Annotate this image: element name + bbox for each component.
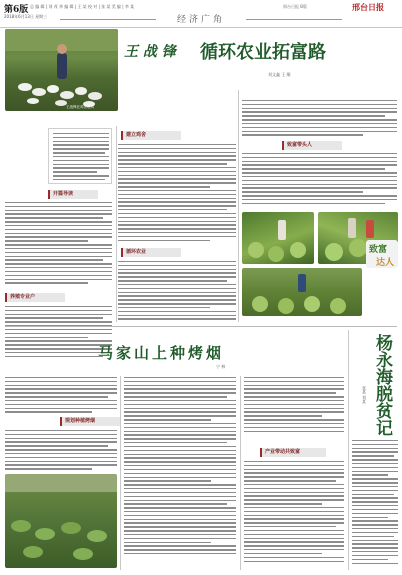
cabbage-scene-1 [242, 212, 314, 264]
badge-text-1: 致富 [369, 245, 388, 255]
article1-title-main: 循环农业拓富路 [200, 42, 326, 63]
tobacco-field-photo [5, 474, 117, 568]
article1-byline: 刘文鑫 王 顺 [268, 72, 291, 77]
intro-subhead: 开篇导读 [48, 190, 98, 199]
harvest-scene [242, 268, 362, 316]
article1-col1-text [5, 202, 112, 286]
article1-col2-text-2 [118, 261, 236, 322]
article2-col1-text-2 [5, 430, 117, 472]
harvest-photo [242, 268, 362, 316]
article1-subhead-3: 循环农业 [121, 248, 181, 257]
article2-col-divider-1 [120, 376, 121, 570]
article2-col3-text [244, 377, 344, 434]
section-title: 经济广角 [176, 15, 225, 25]
article-separator [5, 326, 397, 327]
photo-scene [5, 29, 118, 111]
article1-col2-text [118, 144, 236, 244]
header-rule-left [60, 19, 156, 20]
masthead-logo: 邢台日报 [352, 2, 384, 12]
tobacco-scene [5, 474, 117, 568]
badge-text-2: 达人 [376, 258, 395, 268]
article2-subhead-1: 规划种植烤烟 [60, 417, 120, 426]
article1-col1-text-2 [5, 306, 112, 360]
article2-col-divider-2 [240, 376, 241, 570]
article3-text [352, 440, 398, 566]
farmer-with-geese-photo [5, 29, 118, 111]
article2-byline: 宁 林 [216, 364, 226, 369]
article1-col-divider-2 [238, 90, 239, 322]
article1-col-divider-1 [116, 126, 117, 322]
article1-subhead-4: 致富带头人 [282, 141, 342, 150]
header-date: 2018年6月13日 星期三 [4, 14, 48, 19]
rich-expert-badge [366, 240, 398, 268]
header-paper-code: 邢台日报 B版 [283, 4, 308, 9]
page-header [0, 0, 402, 28]
header-menu: 总 编 辑 | 刘 茂 华 编 辑 | 王 某 校 对 | 张 某 美 编 | 李 某 [30, 4, 135, 9]
intro-text [53, 133, 109, 183]
cabbage-field-photo-1 [242, 212, 314, 264]
header-rule-right [246, 19, 342, 20]
article3-byline: 张某 刘某 [362, 386, 367, 404]
article2-col3-text-2 [244, 461, 344, 564]
header-bottom-rule [0, 27, 402, 28]
photo-caption: 王战锋在鸡舍喂鸡 [66, 105, 94, 109]
article1-intro-box [48, 128, 112, 184]
article1-col3-text [242, 100, 397, 138]
article3-divider [348, 330, 349, 570]
article2-subhead-2: 产业带动共致富 [260, 448, 326, 457]
article2-col1-text [5, 377, 117, 415]
article1-subhead-1: 养殖专业户 [5, 293, 65, 302]
article3-title: 杨永海脱贫记 [372, 334, 392, 436]
article1-subhead-2: 建立鸡舍 [121, 131, 181, 140]
article2-title: 马家山上种烤烟 [98, 344, 225, 362]
page-number: 第6版 [4, 5, 29, 15]
article1-title-name: 王 战 锋 [124, 44, 176, 60]
article2-col2-text [124, 377, 236, 557]
article1-col3-text-2 [242, 153, 397, 207]
